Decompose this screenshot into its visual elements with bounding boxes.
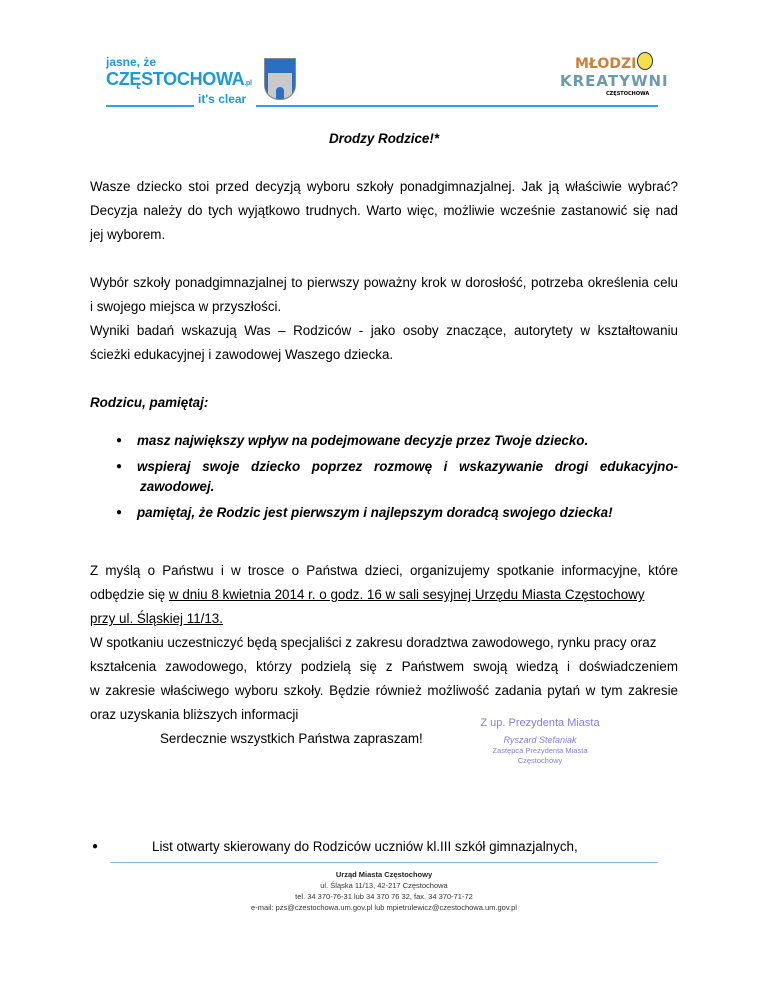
header-rule-left: [106, 105, 194, 107]
stamp-line: Z up. Prezydenta Miasta: [480, 717, 600, 729]
bullet-icon: ●: [116, 507, 123, 518]
lightbulb-icon: [637, 52, 653, 70]
bullet-item: masz największy wpływ na podejmowane decyzje przez Twoje dziecko.: [137, 433, 589, 448]
p1-line: Wasze dziecko stoi przed decyzją wyboru szkoły ponadgimnazjalnej. Jak ją właściwie wybrać?: [90, 179, 678, 194]
p2-line: i swojego miejsca w przyszłości.: [90, 299, 282, 314]
letter-title: Drodzy Rodzice!*: [328, 131, 440, 146]
p4-line: w zakresie właściwego wyboru szkoły. Będzie również możliwość zadania pytań w tym zakresie: [90, 683, 678, 698]
czestochowa-logo: [106, 55, 252, 106]
bullet-icon: ●: [92, 841, 99, 852]
remember-heading: Rodzicu, pamiętaj:: [90, 395, 209, 410]
p4-line: kształcenia zawodowego, którzy podzielą się z Państwem swoją wiedzą i doświadczeniem: [90, 659, 678, 674]
header-rule-right: [256, 105, 658, 107]
closing-line: Serdecznie wszystkich Państwa zapraszam!: [160, 731, 423, 746]
footer-email: e-mail: pzs@czestochowa.um.gov.pl lub mpietrulewicz@czestochowa.um.gov.pl: [251, 903, 517, 912]
footer-org-name: Urząd Miasta Częstochowy: [335, 870, 433, 879]
bullet-icon: ●: [116, 435, 123, 446]
logo-right-line3: CZĘSTOCHOWA: [606, 91, 650, 97]
bullet-item-continuation: zawodowej.: [140, 479, 215, 494]
p2-line: ścieżki edukacyjnej i zawodowej Waszego dziecka.: [90, 347, 394, 362]
coat-of-arms-icon: [264, 58, 296, 100]
p3-text: odbędzie się: [90, 587, 169, 602]
p1-line: jej wyborem.: [90, 227, 166, 242]
logo-right-line2: KREATYWNI: [560, 72, 669, 90]
stamp-line: Częstochowy: [517, 756, 563, 765]
p3-line: [90, 587, 678, 603]
p4-line: oraz uzyskania bliższych informacji: [90, 707, 299, 722]
footnote: List otwarty skierowany do Rodziców uczniów kl.III szkół gimnazjalnych,: [152, 839, 578, 854]
bullet-item: pamiętaj, że Rodzic jest pierwszym i najlepszym doradcą swojego dziecka!: [137, 505, 613, 520]
footer-phone: tel. 34 370-76-31 lub 34 370 76 32, fax. 34 370-71-72: [295, 892, 473, 901]
stamp-line: Zastępca Prezydenta Miasta: [492, 746, 588, 755]
p2-line: Wyniki badań wskazują Was – Rodziców - jako osoby znaczące, autorytety w kształtowaniu: [90, 323, 678, 338]
logo-tagline: jasne, że: [106, 55, 157, 69]
logo-suffix: .pl: [244, 80, 252, 87]
bullet-item: wspieraj swoje dziecko poprzez rozmowę i wskazywanie drogi edukacyjno-: [137, 459, 678, 474]
p2-line: Wybór szkoły ponadgimnazjalnej to pierwszy poważny krok w dorosłość, potrzeba określenia celu: [90, 275, 678, 290]
footer-rule: [110, 862, 658, 863]
logo-city-text: CZĘSTOCHOWA: [106, 69, 245, 89]
footer-address: ul. Śląska 11/13, 42-217 Częstochowa: [320, 881, 448, 890]
p4-line: W spotkaniu uczestniczyć będą specjaliści z zakresu doradztwa zawodowego, rynku pracy oraz: [90, 635, 657, 650]
p3-line: Z myślą o Państwu i w trosce o Państwa dzieci, organizujemy spotkanie informacyjne, które: [90, 563, 678, 578]
signature-stamp: [470, 716, 610, 766]
logo-right-line1: MŁODZI: [575, 56, 637, 72]
logo-subtitle: it's clear: [198, 92, 247, 106]
stamp-signature-name: Ryszard Stefaniak: [503, 735, 577, 745]
meeting-address: przy ul. Śląskiej 11/13.: [90, 611, 223, 626]
bullet-icon: ●: [116, 461, 123, 472]
meeting-details: w dniu 8 kwietnia 2014 r. o godz. 16 w sali sesyjnej Urzędu Miasta Częstochowy: [168, 587, 645, 602]
logo-city: [106, 69, 252, 94]
p1-line: Decyzja należy do tych wyjątkowo trudnych. Warto więc, możliwie wcześnie zastanowić się nad: [90, 203, 678, 218]
